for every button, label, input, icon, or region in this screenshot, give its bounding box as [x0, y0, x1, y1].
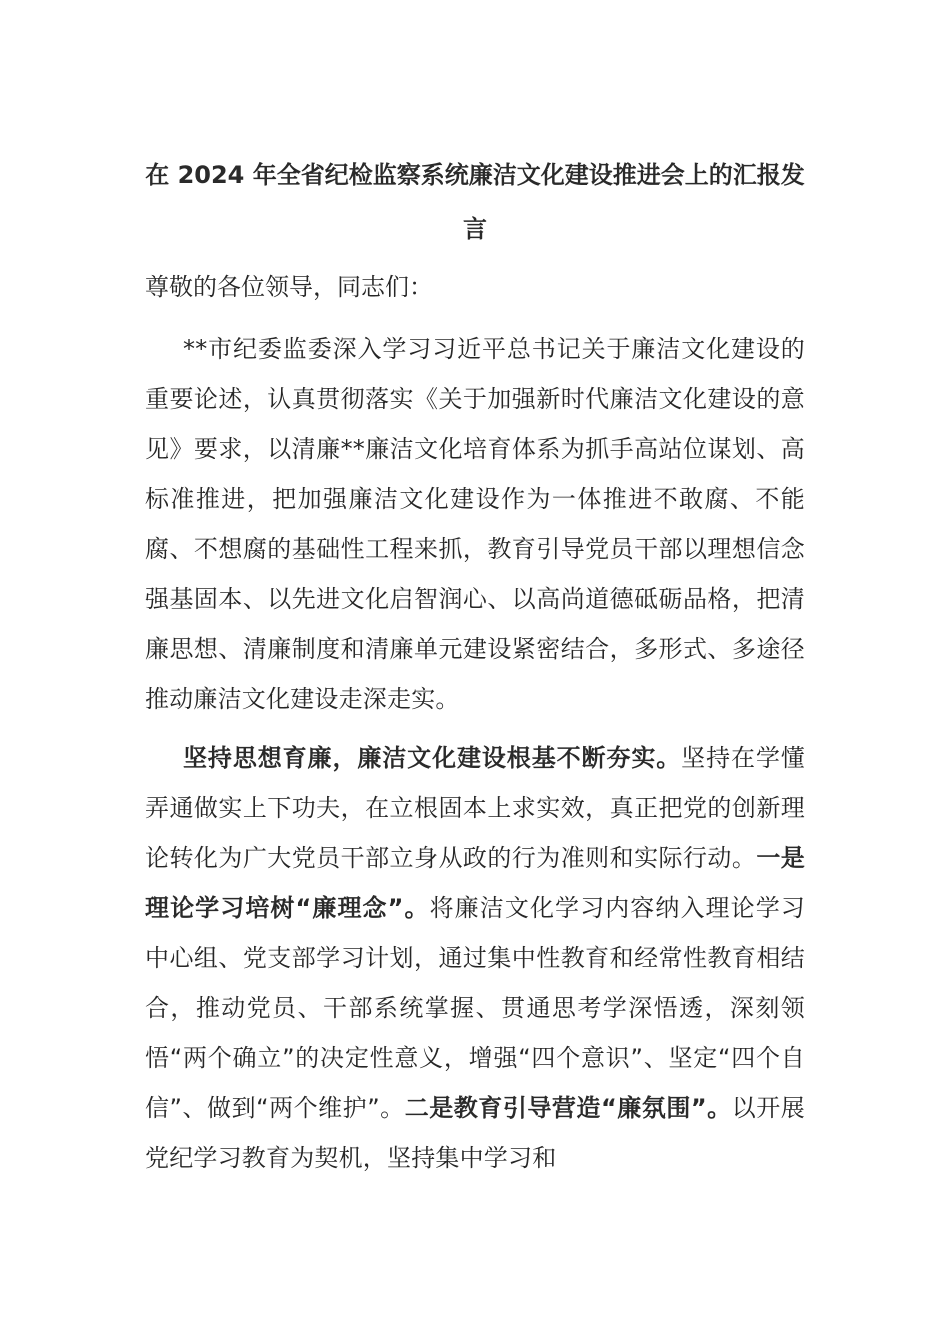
salutation: 尊敬的各位领导，同志们：: [145, 273, 433, 301]
point-two-text: 以开展党纪学习教育为契机，坚持集中学习和: [145, 1094, 805, 1172]
section-text: 坚持在学懂弄通做实上下功夫，在立根固本上求实效，真正把党的创新理论转化为广大党员干部立身从政的行为准则和实际行动。: [145, 744, 806, 872]
section-heading: 坚持思想育廉，廉洁文化建设根基不断夯实。: [183, 744, 682, 772]
document-title: 在 2024 年全省纪检监察系统廉洁文化建设推进会上的汇报发言: [145, 161, 805, 243]
paragraph-thought-integrity: [145, 733, 805, 1183]
point-one-text: 将廉洁文化学习内容纳入理论学习中心组、党支部学习计划，通过集中性教育和经常性教育相结合，推动党员、干部系统掌握、贯通思考学深悟透，深刻领悟“两个确立”的决定性意义，增强“四个意识”、坚定“四个自信”、做到“两个维护”。: [145, 894, 806, 1122]
point-two-heading: 二是教育引导营造“廉氛围”。: [404, 1094, 732, 1122]
paragraph-intro: **市纪委监委深入学习习近平总书记关于廉洁文化建设的重要论述，认真贯彻落实《关于加强新时代廉洁文化建设的意见》要求，以清廉**廉洁文化培育体系为抓手高站位谋划、高标准推进，把加强廉洁文化建设作为一体推进不敢腐、不能腐、不想腐的基础性工程来抓，教育引导党员干部以理想信念强基固本、以先进文化启智润心、以高尚道德砥砺品格，把清廉思想、清廉制度和清廉单元建设紧密结合，多形式、多途径推动廉洁文化建设走深走实。: [145, 335, 805, 713]
point-one-heading: 一是理论学习培树“廉理念”。: [145, 844, 805, 922]
